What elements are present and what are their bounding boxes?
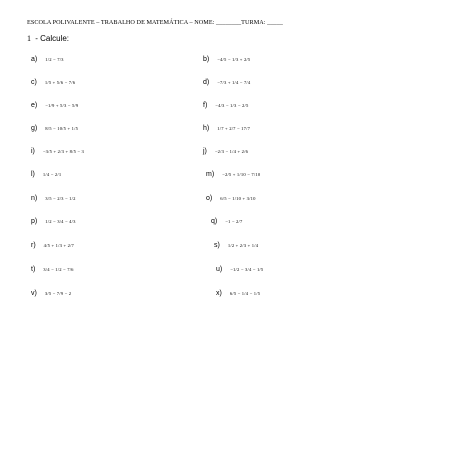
exercise-expression: 4/5 + 1/3 + 2/7 — [43, 242, 75, 248]
exercise-label: a) — [31, 55, 38, 63]
exercise-label: q) — [211, 217, 218, 225]
exercise-g — [31, 121, 78, 135]
exercise-expression: 8/5 − 10/5 + 1/5 — [45, 125, 79, 131]
exercise-expression: 1/2 − 3/4 − 4/3 — [45, 218, 76, 224]
exercise-expression: 1/2 − 7/3 — [45, 56, 64, 62]
exercise-label: c) — [31, 78, 37, 86]
exercise-r — [31, 238, 74, 252]
exercise-label: d) — [203, 78, 210, 86]
exercise-c — [31, 75, 75, 89]
exercise-expression: −2/5 + 1/10 − 7/10 — [222, 171, 261, 177]
exercise-label: n) — [31, 194, 38, 202]
exercise-expression: 3/5 − 7/9 − 2 — [44, 290, 72, 296]
exercise-expression: 1/4 − 2/1 — [42, 171, 62, 177]
exercise-b — [203, 52, 250, 66]
exercise-expression: −1/9 + 5/3 − 5/9 — [45, 102, 79, 108]
exercise-n — [31, 191, 76, 205]
exercise-f — [203, 98, 248, 112]
exercise-h — [203, 121, 250, 135]
exercise-expression: −1 − 2/7 — [225, 218, 243, 224]
section-title: - Calcule: — [35, 34, 70, 43]
exercise-a — [31, 52, 64, 66]
exercise-label: x) — [216, 289, 222, 297]
exercise-label: o) — [206, 194, 213, 202]
worksheet-header: ESCOLA POLIVALENTE – TRABALHO DE MATEMÁTICA – NOME: ________TURMA: _____ — [27, 19, 283, 26]
exercise-m — [206, 167, 260, 181]
exercise-expression: −1/2 − 3/4 − 1/5 — [230, 266, 264, 272]
exercise-label: u) — [216, 265, 223, 273]
exercise-o — [206, 191, 256, 205]
exercise-label: g) — [31, 124, 38, 132]
exercise-expression: 3/4 − 1/2 − 7/6 — [43, 266, 74, 272]
exercise-i — [31, 144, 84, 158]
section-number: 1 — [27, 34, 31, 43]
exercise-expression: 1/7 + 2/7 − 17/7 — [217, 125, 251, 131]
exercise-label: f) — [203, 101, 208, 109]
exercise-q — [211, 214, 242, 228]
exercise-expression: 6/5 − 1/4 − 1/5 — [229, 290, 261, 296]
exercise-expression: 6/5 − 1/10 + 3/10 — [220, 195, 256, 201]
exercise-label: l) — [31, 170, 35, 178]
exercise-l — [31, 167, 61, 181]
exercise-d — [203, 75, 250, 89]
exercise-label: s) — [214, 241, 220, 249]
exercise-expression: −4/3 − 1/3 − 2/5 — [215, 102, 249, 108]
exercise-e — [31, 98, 78, 112]
exercise-s — [214, 238, 258, 252]
exercise-label: t) — [31, 265, 36, 273]
exercise-label: e) — [31, 101, 38, 109]
exercise-expression: −7/3 + 1/4 − 7/4 — [217, 79, 251, 85]
exercise-label: p) — [31, 217, 38, 225]
exercise-label: m) — [206, 170, 215, 178]
exercise-j — [203, 144, 248, 158]
exercise-expression: −3/5 + 2/3 + 8/5 − 3 — [42, 148, 85, 154]
exercise-p — [31, 214, 76, 228]
exercise-expression: 3/5 − 2/3 − 1/2 — [45, 195, 76, 201]
section-heading — [27, 34, 69, 43]
exercise-t — [31, 262, 74, 276]
exercise-label: r) — [31, 241, 36, 249]
exercise-label: h) — [203, 124, 210, 132]
exercise-expression: −2/3 − 1/4 + 2/6 — [214, 148, 249, 154]
exercise-v — [31, 286, 71, 300]
exercise-u — [216, 262, 263, 276]
exercise-label: v) — [31, 289, 37, 297]
exercise-label: i) — [31, 147, 35, 155]
exercise-label: b) — [203, 55, 210, 63]
exercise-label: j) — [203, 147, 207, 155]
exercise-expression: −4/5 − 1/3 + 2/5 — [217, 56, 251, 62]
exercise-x — [216, 286, 260, 300]
exercise-expression: 1/2 + 2/3 + 1/4 — [227, 242, 259, 248]
exercise-expression: 1/5 + 5/6 − 7/6 — [44, 79, 76, 85]
